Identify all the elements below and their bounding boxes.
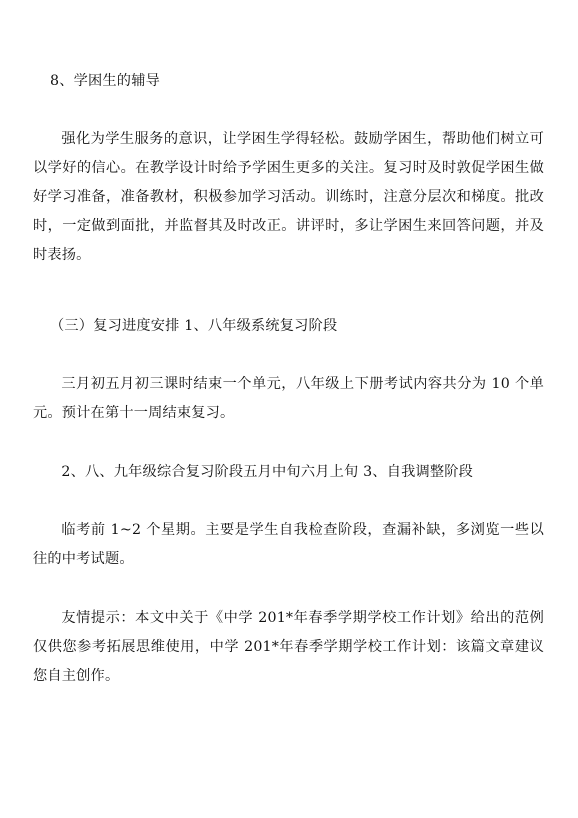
paragraph-tutoring-body: 强化为学生服务的意识，让学困生学得轻松。鼓励学困生，帮助他们树立可以学好的信心。在教学设计时给予学困生更多的关注。复习时及时敦促学困生做好学习准备，准备教材，积极参加学习活动。训练时，注意分层次和梯度。批改时，一定做到面批，并监督其及时改正。讲评时，多让学困生来回答问题，并及时表扬。	[33, 131, 544, 263]
section-heading-tutoring: 8、学困生的辅导	[50, 73, 160, 89]
paragraph-schedule-body: 三月初五月初三课时结束一个单元，八年级上下册考试内容共分为 10 个单元。预计在第十一周结束复习。	[33, 376, 544, 421]
paragraph-friendly-tip: 友情提示：本文中关于《中学 201*年春季学期学校工作计划》给出的范例仅供您参考拓展思维使用，中学 201*年春季学期学校工作计划：该篇文章建议您自主创作。	[33, 610, 544, 684]
section-heading-schedule: （三）复习进度安排 1、八年级系统复习阶段	[50, 318, 338, 334]
paragraph-comprehensive-review: 2、八、九年级综合复习阶段五月中旬六月上旬 3、自我调整阶段	[61, 464, 474, 480]
paragraph-pre-exam: 临考前 1~2 个星期。主要是学生自我检查阶段，查漏补缺，多浏览一些以往的中考试题。	[33, 522, 544, 567]
